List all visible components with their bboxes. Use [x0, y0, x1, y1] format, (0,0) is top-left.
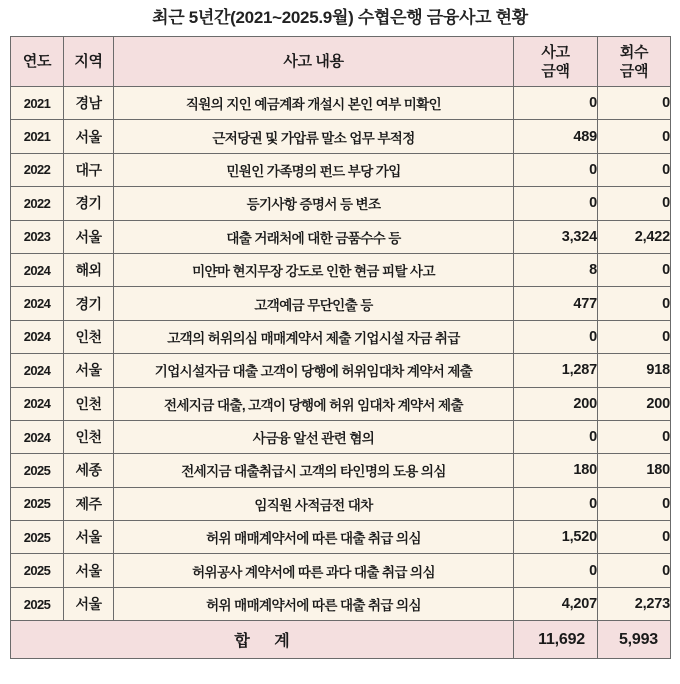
cell-description: 등기사항 증명서 등 변조 — [114, 187, 514, 220]
cell-region: 해외 — [64, 253, 114, 286]
cell-recovered-amount: 0 — [598, 187, 671, 220]
cell-incident-amount: 0 — [514, 554, 598, 587]
column-header-recovered-amount-line1: 회수 — [619, 43, 649, 61]
table-row — [11, 554, 671, 587]
cell-incident-amount: 0 — [514, 420, 598, 453]
cell-year: 2024 — [11, 387, 64, 420]
table-row — [11, 521, 671, 554]
cell-year: 2023 — [11, 220, 64, 253]
cell-region: 제주 — [64, 487, 114, 520]
cell-year: 2025 — [11, 587, 64, 620]
cell-description: 근저당권 및 가압류 말소 업무 부적정 — [114, 120, 514, 153]
cell-incident-amount: 0 — [514, 487, 598, 520]
table-body — [11, 87, 671, 621]
cell-recovered-amount: 0 — [598, 87, 671, 120]
cell-region: 대구 — [64, 153, 114, 186]
cell-incident-amount: 0 — [514, 153, 598, 186]
total-row — [11, 621, 671, 659]
cell-description: 미얀마 현지무장 강도로 인한 현금 피탈 사고 — [114, 253, 514, 286]
cell-incident-amount: 1,287 — [514, 354, 598, 387]
cell-incident-amount: 489 — [514, 120, 598, 153]
cell-incident-amount: 3,324 — [514, 220, 598, 253]
table-row — [11, 454, 671, 487]
cell-year: 2025 — [11, 554, 64, 587]
cell-recovered-amount: 0 — [598, 120, 671, 153]
cell-year: 2024 — [11, 253, 64, 286]
total-incident-amount: 11,692 — [514, 621, 598, 659]
column-header-region — [64, 37, 114, 87]
table-row — [11, 287, 671, 320]
table-header-row — [11, 37, 671, 87]
cell-year: 2024 — [11, 420, 64, 453]
cell-recovered-amount: 0 — [598, 521, 671, 554]
table-row — [11, 253, 671, 286]
cell-recovered-amount: 0 — [598, 420, 671, 453]
cell-region: 서울 — [64, 220, 114, 253]
cell-year: 2024 — [11, 287, 64, 320]
column-header-year-label: 연도 — [22, 53, 52, 70]
cell-region: 세종 — [64, 454, 114, 487]
total-label: 합 계 — [11, 621, 514, 659]
cell-year: 2021 — [11, 120, 64, 153]
cell-recovered-amount: 0 — [598, 153, 671, 186]
table-container — [10, 36, 670, 659]
cell-description: 직원의 지인 예금계좌 개설시 본인 여부 미확인 — [114, 87, 514, 120]
cell-description: 허위 매매계약서에 따른 대출 취급 의심 — [114, 587, 514, 620]
table-row — [11, 420, 671, 453]
cell-incident-amount: 8 — [514, 253, 598, 286]
cell-recovered-amount: 180 — [598, 454, 671, 487]
cell-description: 전세지금 대출, 고객이 당행에 허위 임대차 계약서 제출 — [114, 387, 514, 420]
cell-region: 서울 — [64, 120, 114, 153]
cell-region: 서울 — [64, 554, 114, 587]
cell-recovered-amount: 0 — [598, 487, 671, 520]
column-header-incident-amount — [514, 37, 598, 87]
cell-year: 2022 — [11, 153, 64, 186]
column-header-recovered-amount — [598, 37, 671, 87]
cell-description: 전세지금 대출취급시 고객의 타인명의 도용 의심 — [114, 454, 514, 487]
cell-region: 경기 — [64, 187, 114, 220]
column-header-region-label: 지역 — [74, 53, 103, 70]
table-footer — [11, 621, 671, 659]
cell-description: 기업시설자금 대출 고객이 당행에 허위임대차 계약서 제출 — [114, 354, 514, 387]
cell-region: 경남 — [64, 87, 114, 120]
cell-region: 인천 — [64, 387, 114, 420]
table-row — [11, 487, 671, 520]
cell-description: 고객의 허위의심 매매계약서 제출 기업시설 자금 취급 — [114, 320, 514, 353]
cell-incident-amount: 477 — [514, 287, 598, 320]
cell-region: 서울 — [64, 521, 114, 554]
cell-recovered-amount: 0 — [598, 253, 671, 286]
cell-year: 2025 — [11, 521, 64, 554]
table-row — [11, 320, 671, 353]
cell-incident-amount: 0 — [514, 87, 598, 120]
column-header-year — [11, 37, 64, 87]
cell-recovered-amount: 200 — [598, 387, 671, 420]
table-header — [11, 37, 671, 87]
cell-description: 허위공사 계약서에 따른 과다 대출 취급 의심 — [114, 554, 514, 587]
column-header-description-label: 사고 내용 — [283, 53, 344, 70]
table-row — [11, 87, 671, 120]
cell-recovered-amount: 918 — [598, 354, 671, 387]
cell-region: 인천 — [64, 420, 114, 453]
cell-incident-amount: 200 — [514, 387, 598, 420]
table-row — [11, 153, 671, 186]
cell-year: 2024 — [11, 354, 64, 387]
table-row — [11, 120, 671, 153]
column-header-description — [114, 37, 514, 87]
table-row — [11, 354, 671, 387]
column-header-incident-amount-line1: 사고 — [541, 43, 570, 61]
table-row — [11, 387, 671, 420]
financial-incidents-table — [10, 36, 671, 659]
cell-recovered-amount: 0 — [598, 320, 671, 353]
cell-region: 서울 — [64, 587, 114, 620]
table-row — [11, 587, 671, 620]
cell-recovered-amount: 0 — [598, 554, 671, 587]
table-row — [11, 220, 671, 253]
cell-recovered-amount: 2,273 — [598, 587, 671, 620]
cell-description: 고객예금 무단인출 등 — [114, 287, 514, 320]
cell-region: 인천 — [64, 320, 114, 353]
column-header-incident-amount-line2: 금액 — [541, 62, 570, 80]
cell-region: 서울 — [64, 354, 114, 387]
cell-description: 민원인 가족명의 펀드 부당 가입 — [114, 153, 514, 186]
cell-year: 2025 — [11, 487, 64, 520]
cell-year: 2024 — [11, 320, 64, 353]
cell-year: 2025 — [11, 454, 64, 487]
cell-year: 2021 — [11, 87, 64, 120]
cell-description: 대출 거래처에 대한 금품수수 등 — [114, 220, 514, 253]
total-recovered-amount: 5,993 — [598, 621, 671, 659]
cell-recovered-amount: 2,422 — [598, 220, 671, 253]
cell-incident-amount: 180 — [514, 454, 598, 487]
page-title: 최근 5년간(2021~2025.9월) 수협은행 금융사고 현황 — [152, 8, 528, 27]
cell-incident-amount: 4,207 — [514, 587, 598, 620]
cell-region: 경기 — [64, 287, 114, 320]
table-row — [11, 187, 671, 220]
cell-year: 2022 — [11, 187, 64, 220]
cell-incident-amount: 1,520 — [514, 521, 598, 554]
cell-description: 사금융 알선 관련 혐의 — [114, 420, 514, 453]
cell-description: 허위 매매계약서에 따른 대출 취급 의심 — [114, 521, 514, 554]
cell-description: 임직원 사적금전 대차 — [114, 487, 514, 520]
cell-recovered-amount: 0 — [598, 287, 671, 320]
column-header-recovered-amount-line2: 금액 — [619, 62, 649, 80]
cell-incident-amount: 0 — [514, 187, 598, 220]
cell-incident-amount: 0 — [514, 320, 598, 353]
